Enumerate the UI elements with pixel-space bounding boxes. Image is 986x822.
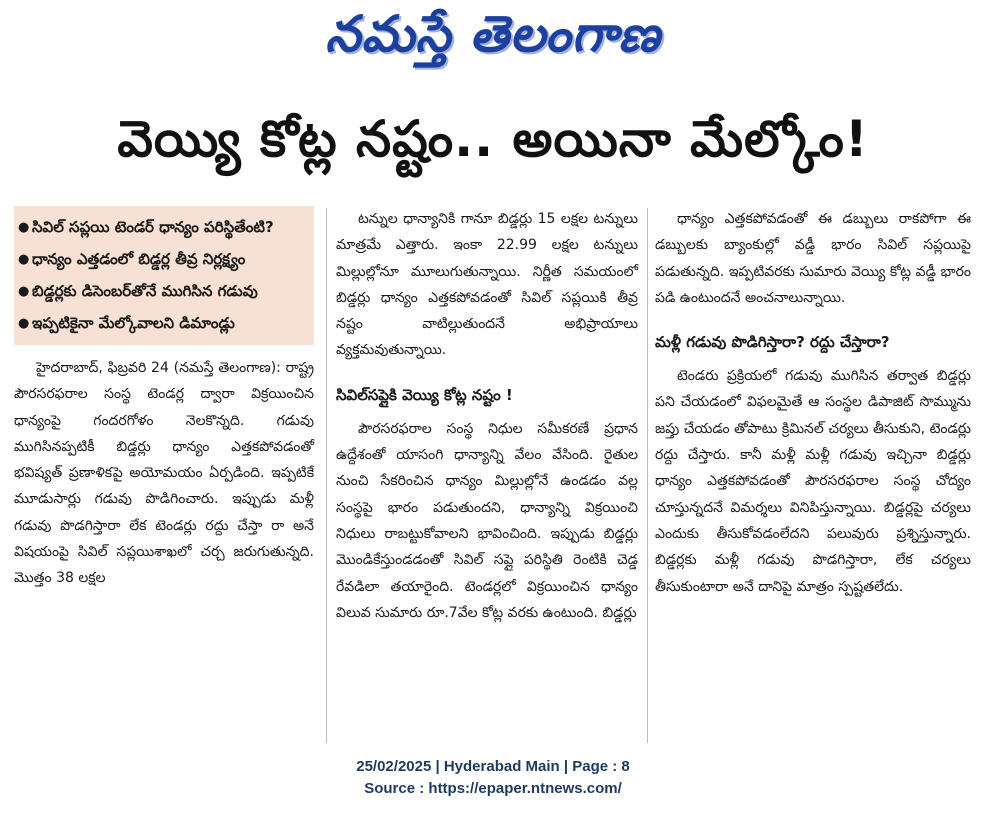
column-3 — [655, 206, 971, 600]
highlight-text: ధాన్యం ఎత్తడంలో బిడ్డర్ల తీవ్ర నిర్లక్ష్యం — [32, 250, 246, 268]
bullet-icon: ● — [18, 220, 30, 235]
footer — [0, 756, 986, 800]
body-paragraph: హైదరాబాద్, ఫిబ్రవరి 24 (నమస్తే తెలంగాణ): రాష్ట్ర పౌరసరఫరాల సంస్థ టెండర్ల ద్వారా విక్రయించిన ధాన్యంపై గందరగోళం నెలకొన్నది. గడువు ముగిసినప్పటికీ బిడ్డర్లు ధాన్యం ఎత్తకపోవడంతో భవిష్యత్ ప్రణాళికపై అయోమయం ఏర్పడింది. ఇప్పటికే మూడుసార్లు గడువు పొడిగించారు. ఇప్పుడు మళ్లీ గడువు పొడగిస్తారా లేక టెండర్లు రద్దు చేస్తా రా అనే విషయంపై సివిల్ సప్లయిశాఖలో చర్చ జరుగుతున్నది. మొత్తం 38 లక్షల — [14, 360, 314, 587]
section-subhead: మళ్లీ గడువు పొడిగిస్తారా? రద్దు చేస్తారా? — [655, 333, 890, 352]
highlight-text: సివిల్ సప్లయి టెండర్ ధాన్యం పరిస్థితేంటి? — [32, 218, 274, 236]
body-paragraph: ధాన్యం ఎత్తకపోవడంతో ఈ డబ్బులు రాకపోగా ఈ డబ్బులకు బ్యాంకుల్లో వడ్డీ భారం సివిల్ సప్లయిపై పడుతున్నది. ఇప్పటివరకు సుమారు వెయ్యి కోట్ల వడ్డీ భారం పడి ఉంటుందనే అంచనాలున్నాయి. — [655, 211, 971, 306]
body-paragraph: టన్నుల ధాన్యానికి గానూ బిడ్డర్లు 15 లక్షల టన్నులు మాత్రమే ఎత్తారు. ఇంకా 22.99 లక్షల టన్నులు మిల్లుల్లోనూ మూలుగుతున్నాయి. నిర్ణీత సమయంలో బిడ్డర్లు ధాన్యం ఎత్తకపోవడంతో సివిల్ సప్లయికి తీవ్ర నష్టం వాటిల్లుతుందనే అభిప్రాయాలు వ్యక్తమవుతున్నాయి. — [336, 211, 638, 359]
headline-text: వెయ్యి కోట్ల నష్టం.. అయినా మేల్కోం! — [117, 109, 869, 168]
highlight-text: ఇప్పటికైనా మేల్కోవాలని డిమాండ్లు — [32, 314, 235, 332]
column-2 — [336, 206, 638, 626]
highlights-box — [14, 206, 314, 345]
bullet-icon: ● — [18, 316, 30, 331]
headline — [0, 100, 986, 190]
highlight-item — [18, 278, 308, 305]
masthead-logo: నమస్తే తెలంగాణ — [325, 4, 661, 63]
highlight-text: బిడ్డర్లకు డిసెంబర్‌తోనే ముగిసిన గడువు — [32, 282, 258, 300]
body-paragraph: పౌరసరఫరాల సంస్థ నిధుల సమీకరణే ప్రధాన ఉద్దేశంతో యాసంగి ధాన్యాన్ని వేలం వేసింది. రైతుల నుంచి సేకరించిన ధాన్యం మిల్లుల్లోనే ఉండడం వల్ల సంస్థపై భారం పడుతుందని, ధాన్యాన్ని విక్రయించి నిధులు రాబట్టుకోవాలని భావించింది. ఇప్పుడు బిడ్డర్లు మొండికేస్తుండడంతో సివిల్ సప్లై పరిస్థితి రెంటికి చెడ్డ రేవడిలా తయారైంది. టెండర్లలో విక్రయించిన ధాన్యం విలువ సుమారు రూ.7వేల కోట్ల వరకు ఉంటుంది. బిడ్డర్లు — [336, 420, 638, 621]
bullet-icon: ● — [18, 284, 30, 299]
source-link[interactable]: Source : https://epaper.ntnews.com/ — [364, 780, 622, 797]
highlight-item — [18, 214, 308, 241]
highlight-item — [18, 310, 308, 337]
bullet-icon: ● — [18, 252, 30, 267]
highlight-item — [18, 246, 308, 273]
edition-info: 25/02/2025 | Hyderabad Main | Page : 8 — [356, 758, 630, 775]
column-divider — [647, 208, 648, 743]
column-divider — [326, 208, 327, 743]
section-subhead: సివిల్‌సప్లైకి వెయ్యి కోట్ల నష్టం ! — [336, 385, 513, 404]
column-1 — [14, 206, 314, 592]
body-paragraph: టెండరు ప్రక్రియలో గడువు ముగిసిన తర్వాత బిడ్డర్లు పని చేయడంలో విఫలమైతే ఆ సంస్థల డిపాజిట్ సొమ్మును జప్తు చేయడం తోపాటు క్రిమినల్ చర్యలు తీసుకుని, టెండర్లు రద్దు చేస్తారు. కానీ మళ్లీ మళ్లీ గడువు ఇచ్చినా బిడ్డర్లు ధాన్యం ఎత్తకపోవడంతో పౌరసరఫరాల సంస్థ చోద్యం చూస్తున్నదనే విమర్శలు వినిపిస్తున్నాయి. బిడ్డర్లపై చర్యలు ఎందుకు తీసుకోవడంలేదని పలువురు ప్రశ్నిస్తున్నారు. బిడ్డర్లకు మళ్లీ గడువు పొడగిస్తారా, లేక చర్యలు తీసుకుంటారా అనే దానిపై మాత్రం స్పష్టతలేదు. — [655, 368, 971, 595]
masthead — [0, 0, 986, 80]
